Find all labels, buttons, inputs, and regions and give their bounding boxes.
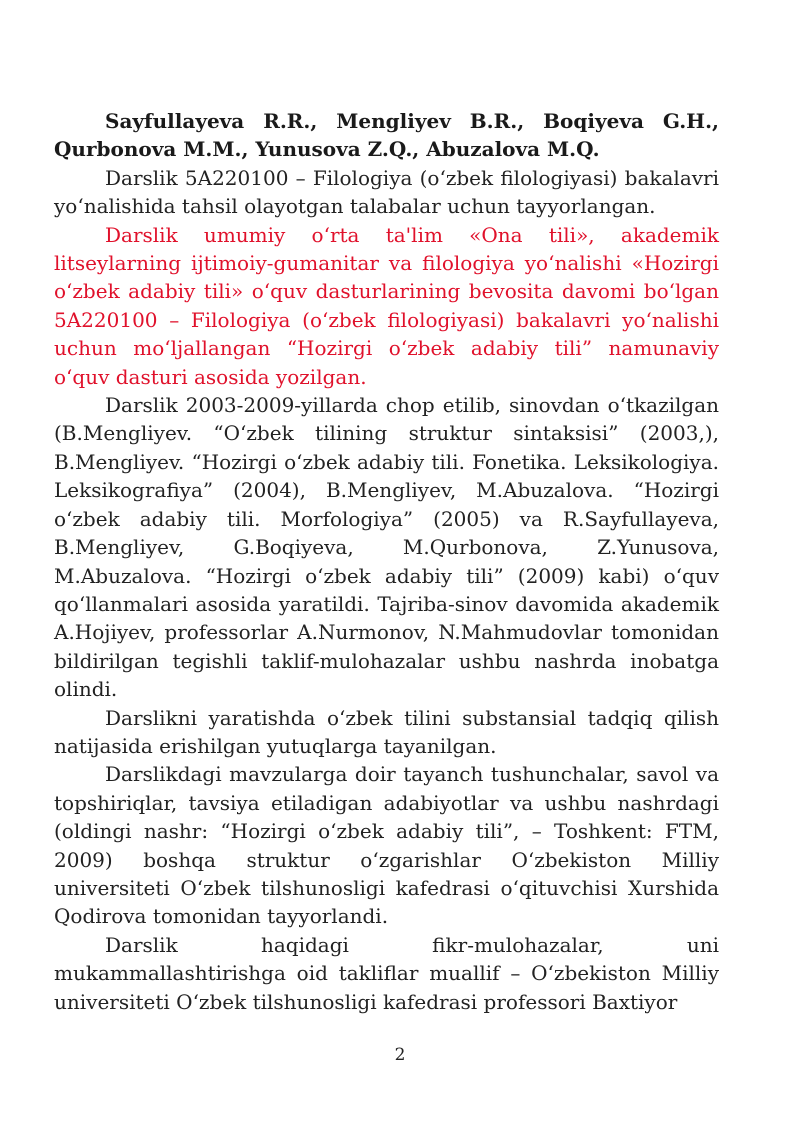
page-number: 2 [394, 1045, 406, 1065]
paragraph-curriculum-highlighted: Darslik umumiy o‘rta ta'lim «Ona tili», akademik litseylarning ijtimoiy-gumanitar va filologiya yo‘nalishi «Hozirgi o‘zbek adabiy tili» o‘quv dasturlarining bevosita davomi bo‘lgan 5A220100 – Filologiya (o‘zbek filologiyasi) bakalavri yo‘nalishi uchun mo‘ljallangan “Hozirgi o‘zbek adabiy tili” namunaviy o‘quv dasturi asosida yozilgan. [54, 222, 719, 389]
document-body [54, 107, 719, 1016]
paragraph-intro: Darslik 5A220100 – Filologiya (o‘zbek filologiyasi) bakalavri yo‘nalishida tahsil olayotgan talabalar uchun tayyorlangan. [54, 165, 719, 219]
paragraph-feedback: Darslik haqidagi fikr-mulohazalar, uni mukammallashtirishga oid takliflar muallif – O‘zbekiston Milliy universiteti O‘zbek tilshunosligi kafedrasi professori Baxtiyor [54, 932, 719, 1014]
paragraph-history: Darslik 2003-2009-yillarda chop etilib, sinovdan o‘tkazilgan (B.Mengliyev. “O‘zbek tilining struktur sintaksisi” (2003,), B.Mengliyev. “Hozirgi o‘zbek adabiy tili. Fonetika. Leksikologiya. Leksikografiya” (2004), B.Mengliyev, M.Abuzalova. “Hozirgi o‘zbek adabiy tili. Morfologiya” (2005) va R.Sayfullayeva, B.Mengliyev, G.Boqiyeva, M.Qurbonova, Z.Yunusova, M.Abuzalova. “Hozirgi o‘zbek adabiy tili” (2009) kabi) o‘quv qo‘llanmalari asosida yaratildi. Tajriba-sinov davomida akademik A.Hojiyev, professorlar A.Nurmonov, N.Mahmudovlar tomonidan bildirilgan tegishli taklif-mulohazalar ushbu nashrda inobatga olindi. [54, 393, 719, 702]
paragraph-contributors: Darslikdagi mavzularga doir tayanch tushunchalar, savol va topshiriqlar, tavsiya etiladigan adabiyotlar va ushbu nashrdagi (oldingi nashr: “Hozirgi o‘zbek adabiy tili”, – Toshkent: FTM, 2009) boshqa struktur o‘zgarishlar O‘zbekiston Milliy universiteti O‘zbek tilshunosligi kafedrasi o‘qituvchisi Xurshida Qodirova tomonidan tayyorlandi. [54, 762, 719, 929]
authors-line: Sayfullayeva R.R., Mengliyev B.R., Boqiyeva G.H., Qurbonova M.M., Yunusova Z.Q., Abuzalova M.Q. [54, 109, 719, 162]
paragraph-foundation: Darslikni yaratishda o‘zbek tilini substansial tadqiq qilish natijasida erishilgan yutuqlarga tayanilgan. [54, 705, 719, 758]
